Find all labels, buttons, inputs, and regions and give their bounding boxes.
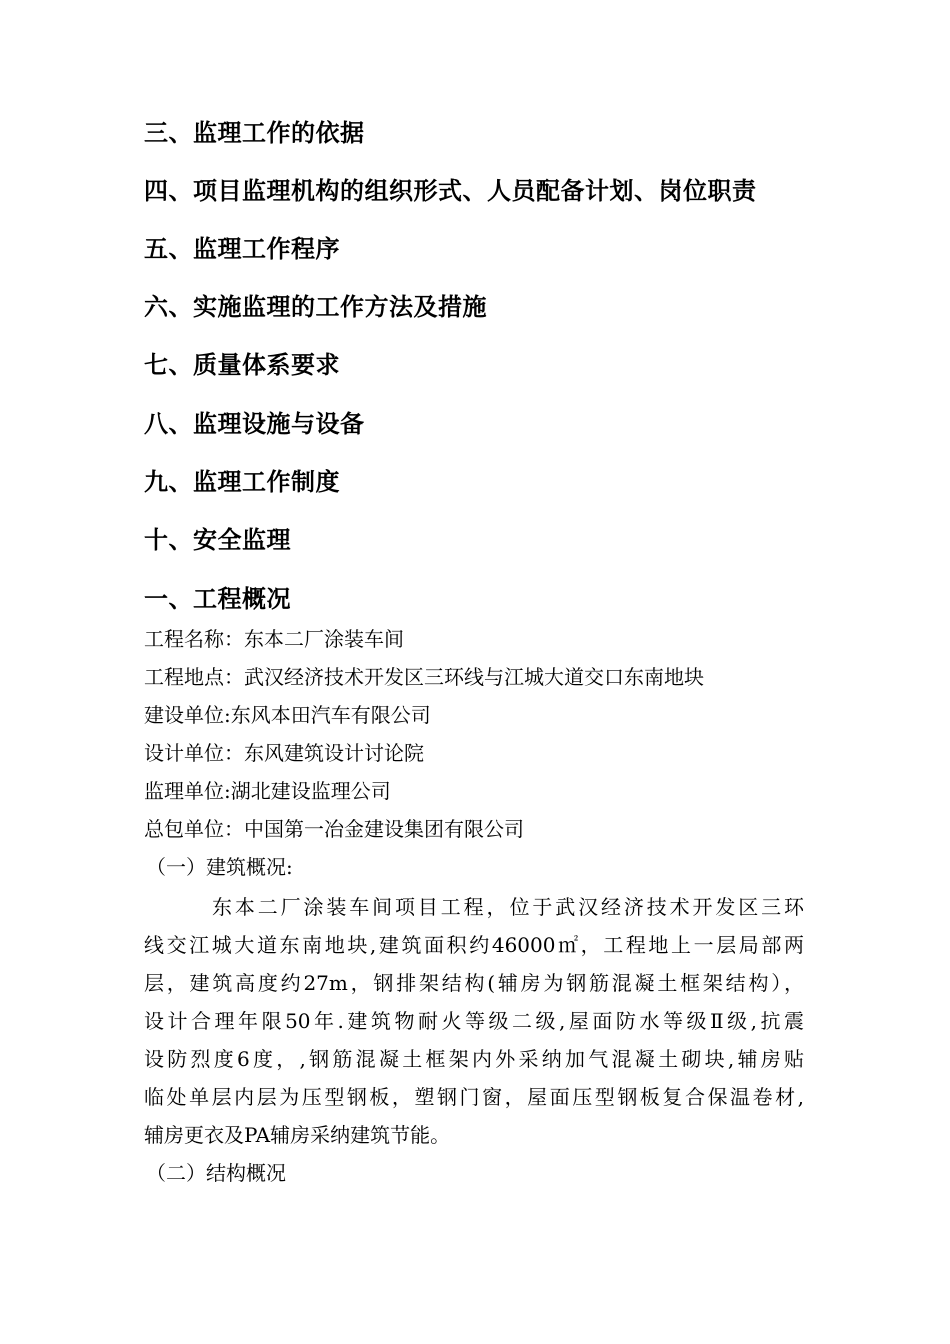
- paragraph-line: 线交江城大道东南地块,建筑面积约46000㎡，工程地上一层局部两: [144, 933, 804, 957]
- supervision-unit: 监理单位:湖北建设监理公司: [144, 779, 391, 803]
- project-location: 工程地点：武汉经济技术开发区三环线与江城大道交口东南地块: [144, 665, 704, 689]
- subsection-structure-overview: （二）结构概况: [146, 1161, 286, 1185]
- toc-item-7: 七、质量体系要求: [144, 351, 340, 379]
- owner-unit: 建设单位:东风本田汽车有限公司: [144, 703, 431, 727]
- design-unit: 设计单位：东风建筑设计讨论院: [144, 741, 424, 765]
- subsection-building-overview: （一）建筑概况:: [146, 855, 293, 879]
- toc-item-10: 十、安全监理: [144, 526, 291, 554]
- section-title: 一、工程概况: [144, 585, 291, 613]
- toc-item-3: 三、监理工作的依据: [144, 119, 365, 147]
- toc-item-9: 九、监理工作制度: [144, 468, 340, 496]
- project-name: 工程名称：东本二厂涂装车间: [144, 627, 404, 651]
- toc-item-4: 四、项目监理机构的组织形式、人员配备计划、岗位职责: [144, 177, 757, 205]
- paragraph-line: 临处单层内层为压型钢板，塑钢门窗，屋面压型钢板复合保温卷材,: [144, 1085, 804, 1109]
- paragraph-line: 层，建筑高度约27m，钢排架结构(辅房为钢筋混凝土框架结构），: [144, 971, 804, 995]
- paragraph-line: 东本二厂涂装车间项目工程，位于武汉经济技术开发区三环: [212, 895, 804, 919]
- toc-item-8: 八、监理设施与设备: [144, 410, 365, 438]
- general-contractor: 总包单位：中国第一冶金建设集团有限公司: [144, 817, 524, 841]
- paragraph-line: 辅房更衣及PA辅房采纳建筑节能。: [144, 1123, 451, 1147]
- toc-item-5: 五、监理工作程序: [144, 235, 340, 263]
- paragraph-line: 设防烈度6度，,钢筋混凝土框架内外采纳加气混凝土砌块,辅房贴: [144, 1047, 804, 1071]
- paragraph-line: 设计合理年限50年.建筑物耐火等级二级,屋面防水等级Ⅱ级,抗震: [144, 1009, 804, 1033]
- toc-item-6: 六、实施监理的工作方法及措施: [144, 293, 487, 321]
